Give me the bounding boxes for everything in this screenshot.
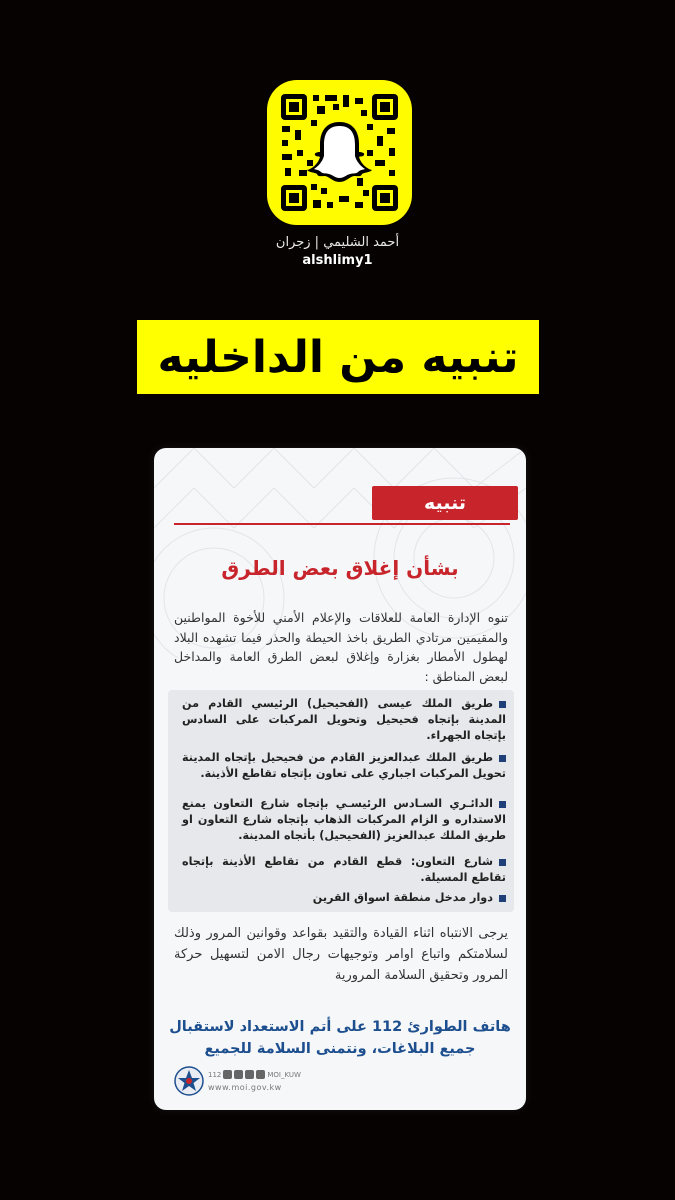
list-item: شارع التعاون: قطع القادم من تقاطع الأذينة بإتجاه تقاطع المسيلة. xyxy=(182,855,506,884)
alert-banner: تنبيه xyxy=(372,486,518,520)
bullet-icon xyxy=(499,755,506,762)
notice-closing: يرجى الانتباه اثناء القيادة والتقيد بقواعد وقوانين المرور وذلك لسلامتكم واتباع اوامر وتوجيهات رجال الامن لتسهيل حركة المرور وتحقيق السلامة المرورية xyxy=(174,926,508,983)
footer xyxy=(174,1064,374,1100)
youtube-icon[interactable] xyxy=(245,1070,254,1079)
social-handle: MOI_KUW xyxy=(267,1070,301,1079)
bullet-icon xyxy=(499,801,506,808)
headline-banner: تنبيه من الداخليه xyxy=(137,320,539,394)
social-row xyxy=(208,1070,301,1079)
moi-emblem-icon xyxy=(174,1066,204,1096)
notice-intro: تنوه الإدارة العامة للعلاقات والإعلام الأمني للأخوة المواطنين والمقيمين مرتادي الطريق باخذ الحيطة والحذر فيما تشهده البلاد لهطول الأمطار بغزارة وإغلاق لبعض الطرق العامة والمداخل لبعض المناطق : xyxy=(174,610,508,684)
notice-card xyxy=(154,448,526,1110)
divider xyxy=(174,523,510,525)
bullet-icon xyxy=(499,859,506,866)
list-item: الدائـري السـادس الرئيسـي بإتجاه شارع التعاون يمنع الاستداره و الزام المركبات الذهاب بإتجاه شارع التعاون او طريق الملك عبدالعزيز (الفحيحيل) بأتجاه المدينة. xyxy=(182,797,506,842)
twitter-icon[interactable] xyxy=(223,1070,232,1079)
profile-name: أحمد الشليمي | زجران xyxy=(275,235,400,250)
list-item: طريق الملك عبدالعزيز القادم من فحيحيل بإتجاه المدينة تحويل المركبات اجباري على تعاون بإتجاه تقاطع الأذينة. xyxy=(182,751,506,780)
bullet-icon xyxy=(499,895,506,902)
list-item: طريق الملك عيسى (الفحيحيل) الرئيسي القادم من المدينة بإتجاه فحيحيل وتحويل المركبات على السادس بإتجاه الجهراء. xyxy=(182,697,506,742)
snapchat-icon[interactable] xyxy=(256,1070,265,1079)
phone-number: 112 xyxy=(208,1070,222,1079)
bullet-icon xyxy=(499,701,506,708)
profile-handle: alshlimy1 xyxy=(302,253,373,268)
qr-code-icon xyxy=(277,90,402,215)
notice-subject: بشأن إغلاق بعض الطرق xyxy=(221,556,459,580)
snapcode-qr[interactable] xyxy=(267,80,412,225)
road-closures-list xyxy=(168,690,514,912)
website-link[interactable]: www.moi.gov.kw xyxy=(208,1083,282,1092)
instagram-icon[interactable] xyxy=(234,1070,243,1079)
hotline-text: هاتف الطوارئ 112 على أتم الاستعداد لاستقبال جميع البلاغات، ونتمنى السلامة للجميع xyxy=(169,1019,511,1057)
list-item: دوار مدخل منطقة اسواق القرين xyxy=(182,890,506,906)
